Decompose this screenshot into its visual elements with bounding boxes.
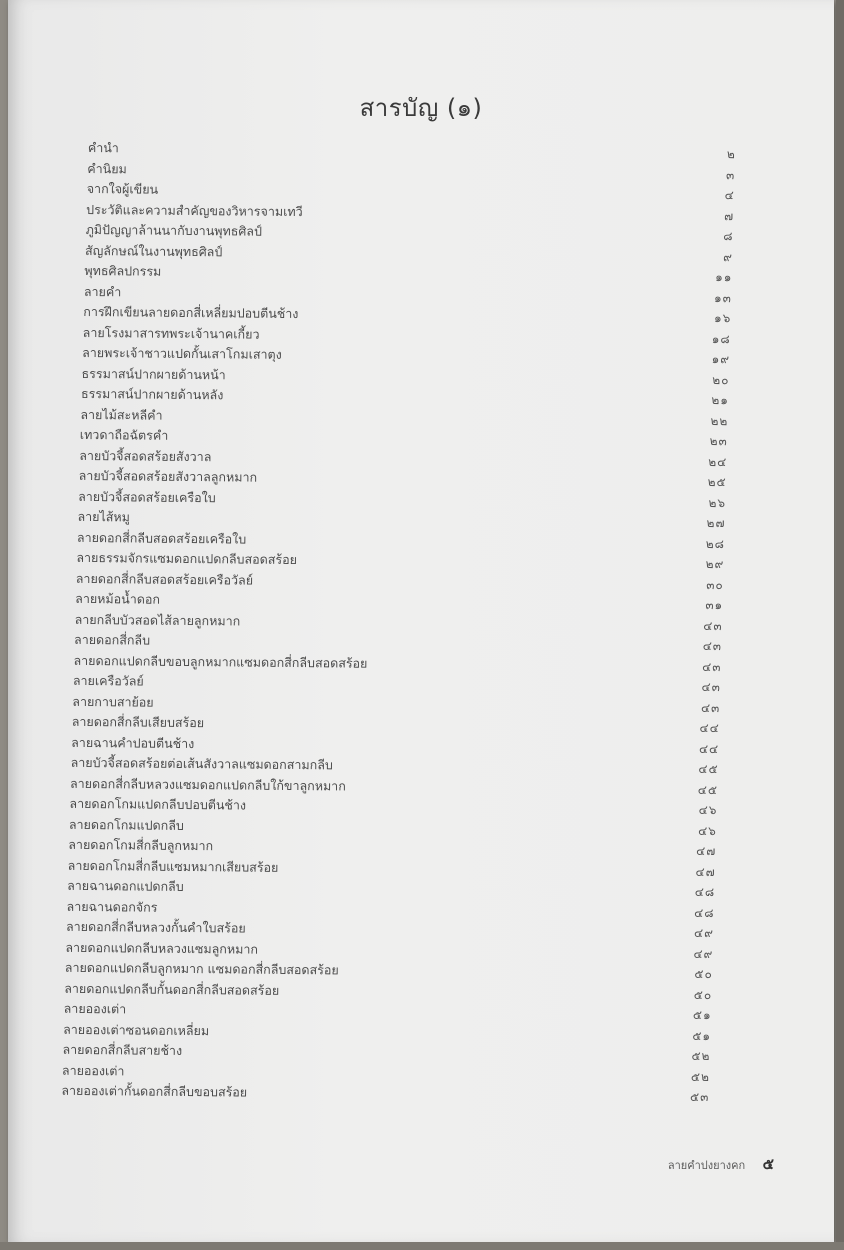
toc-entry-page: ๗ <box>724 208 735 223</box>
toc-entry-title: ลายกาบสาย้อย <box>72 693 154 710</box>
toc-entry-title: ลายบัวจี้สอดสร้อยเครือใบ <box>78 488 216 505</box>
toc-entry-title: ลายดอกสี่กลีบ <box>74 631 151 648</box>
toc-entry-page: ๒๒ <box>710 413 729 428</box>
toc-entry-page: ๔๙ <box>693 946 714 961</box>
toc-entry-title: ลายบัวจี้สอดสร้อยสังวาลลูกหมาก <box>78 467 258 485</box>
toc-entry-page: ๔ <box>724 188 735 203</box>
toc-entry-title: ภูมิปัญญาล้านนากับงานพุทธศิลป์ <box>85 221 263 239</box>
footer-page-number: ๕ <box>762 1155 774 1173</box>
toc-entry-page: ๕๒ <box>690 1069 710 1084</box>
toc-entry-page: ๕๐ <box>694 966 713 982</box>
toc-entry-page: ๘ <box>723 229 734 244</box>
toc-entry-page: ๔๓ <box>701 679 721 695</box>
toc-entry-page: ๒๓ <box>709 433 728 449</box>
toc-entry-page: ๔๘ <box>694 905 715 920</box>
toc-entry-page: ๔๓ <box>702 638 723 654</box>
toc-entry-title: ลายหม้อน้ำดอก <box>75 590 161 607</box>
toc-entry-page: ๒๗ <box>706 515 726 531</box>
toc-entry-title: ลายพระเจ้าชาวแปดกั้นเสาโกมเสาตุง <box>82 344 282 362</box>
toc-entry-title: ลายอองเต่า <box>61 1062 125 1078</box>
toc-entry-page: ๔๕ <box>698 761 719 777</box>
toc-entry-page: ๕๑ <box>692 1007 712 1023</box>
toc-entry-page: ๔๖ <box>698 802 718 818</box>
toc-entry-title: ลายฉานดอกจักร <box>66 898 158 915</box>
toc-entry-title: ลายบัวจี้สอดสร้อยสังวาล <box>79 447 212 464</box>
toc-entry-page: ๑๓ <box>713 290 732 305</box>
toc-entry-title: ลายธรรมจักรแซมดอกแปดกลีบสอดสร้อย <box>76 549 298 568</box>
toc-entry-title: ลายอองเต่าซอนดอกเหลี่ยม <box>63 1021 210 1038</box>
toc-entry-page: ๑๙ <box>711 351 731 367</box>
toc-entry-page: ๔๘ <box>694 884 716 900</box>
toc-entry-title: คำนำ <box>87 139 119 156</box>
toc-entry-title: ลายดอกแปดกลีบกั้นดอกสี่กลีบสอดสร้อย <box>64 980 280 998</box>
toc-entry-page: ๒ <box>726 147 736 162</box>
toc-entry-title: ลายดอกสี่กลีบสอดสร้อยเครือใบ <box>76 529 247 547</box>
toc-entry-title: ลายดอกโกมแปดกลีบปอบตีนช้าง <box>69 795 247 813</box>
toc-entry-page: ๕๒ <box>691 1048 711 1064</box>
toc-entry-page: ๔๓ <box>702 659 722 674</box>
toc-entry-page: ๓๑ <box>705 597 724 613</box>
toc-entry-title: ลายดอกสี่กลีบสายช้าง <box>62 1041 183 1058</box>
toc-entry-page: ๓๐ <box>706 577 724 592</box>
toc-entry-title: ลายฉานดอกแปดกลีบ <box>67 877 184 894</box>
toc-entry-title: ลายดอกสี่กลีบหลวงกั้นคำใบสร้อย <box>65 918 246 936</box>
toc-entry-page: ๕๑ <box>692 1028 712 1043</box>
toc-entry-title: ลายดอกสี่กลีบหลวงแซมดอกแปดกลีบใก้ขาลูกหมาก <box>69 775 346 794</box>
toc-entry-title: ลายดอกโกมสี่กลีบแซมหมากเสียบสร้อย <box>67 857 279 875</box>
page-bottom-shadow <box>0 1242 844 1250</box>
toc-entry-title: พุทธศิลปกรรม <box>84 262 162 279</box>
toc-entry-page: ๔๙ <box>694 925 715 941</box>
toc-entry-page: ๒๘ <box>705 536 725 551</box>
toc-entry-page: ๒๑ <box>711 392 730 408</box>
toc-entry-title: ลายไม้สะหลีคำ <box>80 406 163 423</box>
toc-entry-title: ธรรมาสน์ปากผายด้านหลัง <box>80 385 224 403</box>
toc-entry-title: เทวดาถือฉัตรคำ <box>79 426 169 443</box>
toc-entry-page: ๔๗ <box>696 843 717 859</box>
toc-entry-page: ๔๓ <box>703 618 723 633</box>
toc-entry-title: ธรรมาสน์ปากผายด้านหน้า <box>81 365 226 382</box>
toc-entry-title: ลายกลีบบัวสอดไส้ลายลูกหมาก <box>74 611 241 628</box>
toc-entry-title: คำนิยม <box>87 160 127 176</box>
table-of-contents <box>61 138 736 1108</box>
toc-entry-page: ๒๕ <box>707 474 727 490</box>
toc-entry-page: ๔๖ <box>698 823 717 838</box>
toc-entry-title: ลายดอกแปดกลีบลูกหมาก แซมดอกสี่กลีบสอดสร้อย <box>64 959 339 978</box>
toc-entry-page: ๔๕ <box>697 782 719 797</box>
page-footer <box>668 1152 774 1176</box>
toc-entry-title: ลายอองเต่า <box>63 1000 127 1017</box>
toc-entry-page: ๔๔ <box>699 720 720 736</box>
toc-entry-page: ๒๖ <box>708 495 727 510</box>
toc-entry-page: ๔๔ <box>698 741 720 756</box>
toc-entry-title: ลายดอกสี่กลีบเสียบสร้อย <box>71 713 205 731</box>
toc-entry-title: ลายดอกโกมแปดกลีบ <box>68 816 184 833</box>
footer-book-title: ลายคำปงยางคก <box>667 1159 746 1172</box>
toc-entry-title: ลายโรงมาสารทพระเจ้านาคเกี้ยว <box>82 324 260 342</box>
toc-entry-page: ๙ <box>723 249 734 264</box>
document-page <box>8 0 834 1242</box>
toc-entry-page: ๓ <box>726 167 736 182</box>
toc-entry-page: ๕๐ <box>693 987 713 1002</box>
toc-entry-page: ๑๘ <box>711 331 731 346</box>
toc-entry-page: ๒๔ <box>708 454 728 469</box>
toc-entry-page: ๔๗ <box>695 864 716 879</box>
toc-entry-title: จากใจผู้เขียน <box>86 180 159 197</box>
toc-entry-title: ลายเครือวัลย์ <box>72 672 144 689</box>
toc-entry-page: ๕๓ <box>689 1089 710 1105</box>
toc-entry-page: ๑๖ <box>713 311 732 326</box>
toc-entry-title: ลายดอกแปดกลีบหลวงแซมลูกหมาก <box>65 939 259 957</box>
toc-entry-title: การฝึกเขียนลายดอกสี่เหลี่ยมปอบตีนช้าง <box>83 303 299 322</box>
toc-entry-page: ๒๐ <box>712 372 730 387</box>
toc-entry-title: สัญลักษณ์ในงานพุทธศิลป์ <box>84 242 223 259</box>
toc-entry-title: ลายดอกสี่กลีบสอดสร้อยเครือวัลย์ <box>75 570 254 588</box>
toc-entry-title: ลายดอกแปดกลีบขอบลูกหมากแซมดอกสี่กลีบสอดสร้อย <box>73 652 368 671</box>
toc-entry-page: ๒๙ <box>705 556 725 572</box>
toc-entry-title: ประวัติและความสำคัญของวิหารจามเทวี <box>86 201 303 219</box>
toc-entry-title: ลายดอกโกมสี่กลีบลูกหมาก <box>68 836 214 854</box>
toc-entry-page: ๔๓ <box>700 700 721 715</box>
page-title: สารบัญ (๑) <box>359 94 483 122</box>
toc-entry-title: ลายไส้หมู <box>77 508 131 525</box>
toc-entry-title: ลายบัวจี้สอดสร้อยต่อเส้นสังวาลแซมดอกสามกลีบ <box>70 754 333 773</box>
toc-entry-page: ๑๑ <box>715 270 733 285</box>
toc-entry-title: ลายอองเต่ากั้นดอกสี่กลีบขอบสร้อย <box>61 1082 248 1100</box>
toc-entry-title: ลายฉานคำปอบตีนช้าง <box>71 734 195 751</box>
page-edge-shadow <box>836 0 844 1250</box>
toc-entry-title: ลายคำ <box>83 283 122 299</box>
